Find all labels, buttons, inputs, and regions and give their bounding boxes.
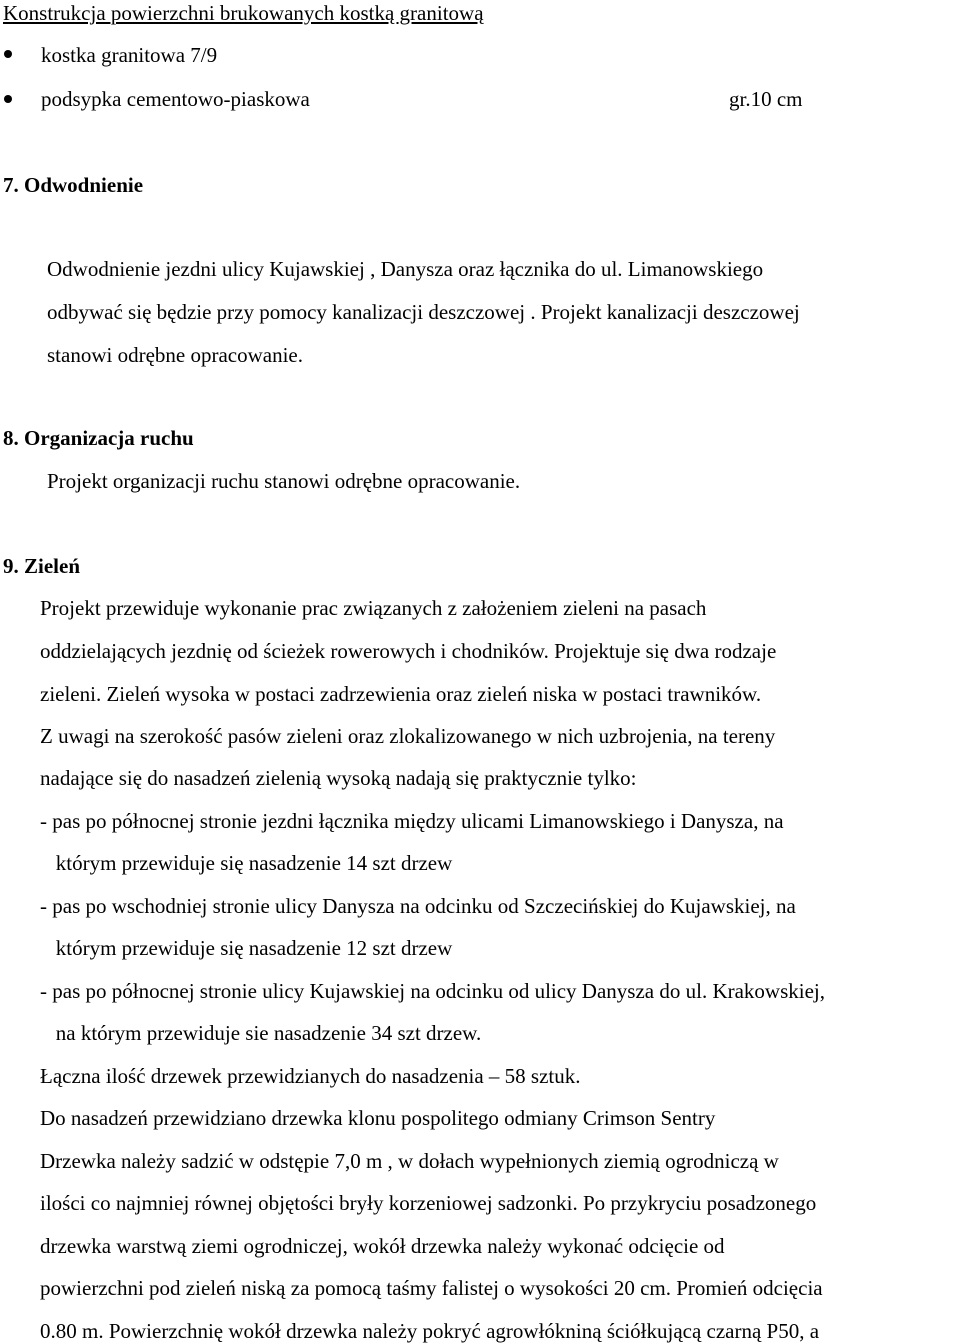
section-9-line-11: na którym przewiduje sie nasadzenie 34 szt drzew.	[40, 1021, 482, 1045]
section-9-line-5: nadające się do nasadzeń zielenią wysoką nadają się praktycznie tylko:	[40, 766, 637, 790]
section-9-line-12: Łączna ilość drzewek przewidzianych do nasadzenia – 58 sztuk.	[40, 1064, 581, 1088]
section-9-line-3: zieleni. Zieleń wysoka w postaci zadrzewienia oraz zieleń niska w postaci trawników.	[40, 682, 762, 706]
section-9-line-14: Drzewka należy sadzić w odstępie 7,0 m , w dołach wypełnionych ziemią ogrodniczą w	[40, 1149, 779, 1173]
document-title: Konstrukcja powierzchni brukowanych kostką granitową	[3, 1, 484, 25]
section-9-line-1: Projekt przewiduje wykonanie prac związanych z założeniem zieleni na pasach	[40, 596, 707, 620]
section-9-line-7: którym przewiduje się nasadzenie 14 szt drzew	[40, 851, 453, 875]
bullet-item-2: podsypka cementowo-piaskowa	[41, 87, 310, 111]
section-9-line-9: którym przewiduje się nasadzenie 12 szt drzew	[40, 936, 453, 960]
bullet-dot-1	[4, 50, 12, 58]
section-9-line-18: 0.80 m. Powierzchnię wokół drzewka należy pokryć agrowłókniną ściółkującą czarną P50, a	[40, 1319, 820, 1343]
section-9-line-4: Z uwagi na szerokość pasów zieleni oraz zlokalizowanego w nich uzbrojenia, na tereny	[40, 724, 776, 748]
section-9-line-6: - pas po północnej stronie jezdni łącznika między ulicami Limanowskiego i Danysza, na	[40, 809, 784, 833]
section-9-heading: 9. Zieleń	[3, 554, 80, 578]
bullet-dot-2	[4, 95, 12, 103]
section-7-line-3: stanowi odrębne opracowanie.	[47, 343, 303, 367]
section-7-heading: 7. Odwodnienie	[3, 173, 144, 197]
bullet-item-1: kostka granitowa 7/9	[41, 43, 218, 67]
section-9-line-13: Do nasadzeń przewidziano drzewka klonu pospolitego odmiany Crimson Sentry	[40, 1106, 716, 1130]
section-9-line-17: powierzchni pod zieleń niską za pomocą taśmy falistej o wysokości 20 cm. Promień odcięcia	[40, 1276, 823, 1300]
section-9-line-16: drzewka warstwą ziemi ogrodniczej, wokół drzewka należy wykonać odcięcie od	[40, 1234, 725, 1258]
section-8-line-1: Projekt organizacji ruchu stanowi odrębne opracowanie.	[47, 469, 521, 493]
section-7-line-1: Odwodnienie jezdni ulicy Kujawskiej , Danysza oraz łącznika do ul. Limanowskiego	[47, 257, 764, 281]
section-9-line-2: oddzielających jezdnię od ścieżek rowerowych i chodników. Projektuje się dwa rodzaje	[40, 639, 777, 663]
section-9-line-8: - pas po wschodniej stronie ulicy Danysza na odcinku od Szczecińskiej do Kujawskiej, na	[40, 894, 796, 918]
section-8-heading: 8. Organizacja ruchu	[3, 426, 194, 450]
section-9-line-15: ilości co najmniej równej objętości bryły korzeniowej sadzonki. Po przykryciu posadzonego	[40, 1191, 817, 1215]
bullet-item-2-value: gr.10 cm	[729, 87, 803, 111]
section-7-line-2: odbywać się będzie przy pomocy kanalizacji deszczowej . Projekt kanalizacji deszczowej	[47, 300, 800, 324]
section-9-line-10: - pas po północnej stronie ulicy Kujawskiej na odcinku od ulicy Danysza do ul. Krakowskiej,	[40, 979, 825, 1003]
